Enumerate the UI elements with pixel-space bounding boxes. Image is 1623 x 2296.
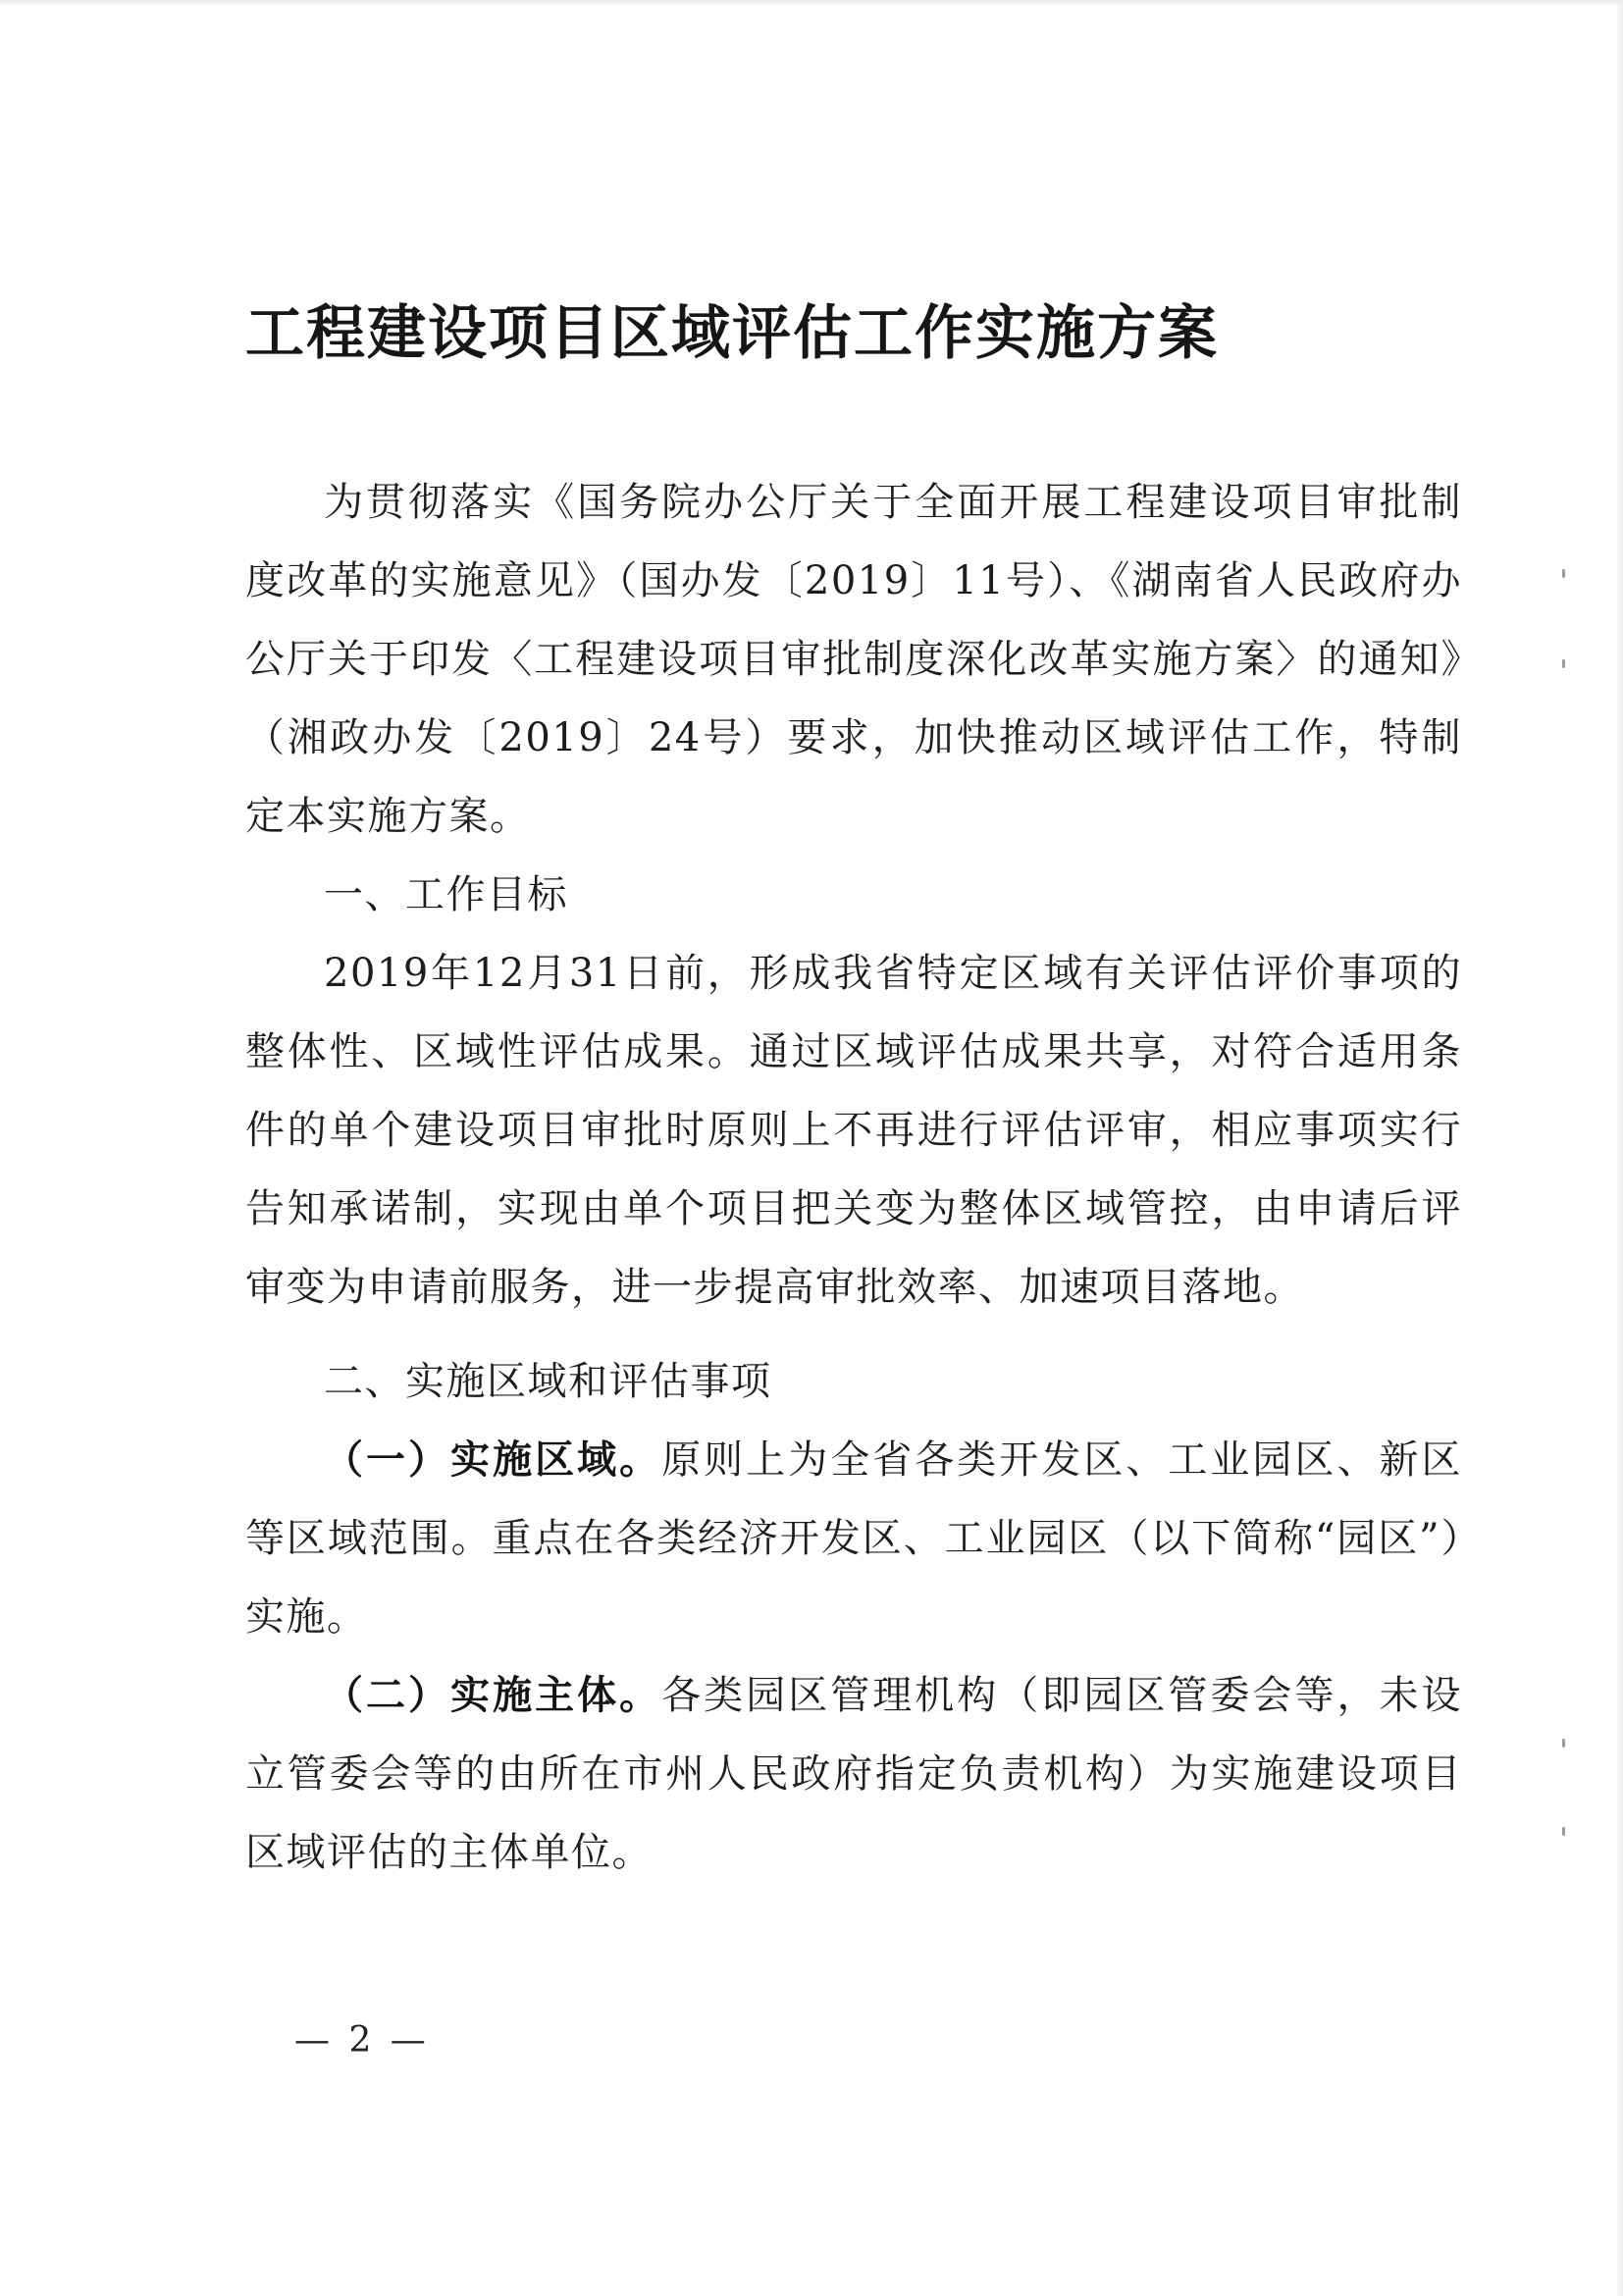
page-number: — 2 — bbox=[294, 2020, 430, 2061]
scan-edge-top bbox=[0, 0, 1623, 6]
document-title: 工程建设项目区域评估工作实施方案 bbox=[245, 299, 1219, 368]
goals-paragraph: 2019年12月31日前，形成我省特定区域有关评估评价事项的整体性、区域性评估成果。通过区域评估成果共享，对符合适用条件的单个建设项目审批时原则上不再进行评估评审，相应事项实行告知承诺制，实现由单个项目把关变为整体区域管控，由申请后评审变为申请前服务，进一步提高审批效率、加速项目落地。 bbox=[245, 951, 1462, 1310]
scope-item-subject-text: 各类园区管理机构（即园区管委会等，未设立管委会等的由所在市州人民政府指定负责机构）为实施建设项目区域评估的主体单位。 bbox=[245, 1673, 1463, 1875]
scope-item-subject-lead: （二）实施主体。 bbox=[324, 1672, 662, 1718]
scan-speck bbox=[1562, 569, 1565, 578]
scan-edge-right bbox=[1615, 0, 1623, 2296]
document-body bbox=[245, 463, 1462, 1892]
scan-speck bbox=[1562, 659, 1565, 668]
intro-paragraph: 为贯彻落实《国务院办公厅关于全面开展工程建设项目审批制度改革的实施意见》（国办发〔2019〕11号）、《湖南省人民政府办公厅关于印发〈工程建设项目审批制度深化改革实施方案〉的通知》（湘政办发〔2019〕24号）要求，加快推动区域评估工作，特制定本实施方案。 bbox=[245, 480, 1462, 839]
scope-item-area-text: 原则上为全省各类开发区、工业园区、新区等区域范围。重点在各类经济开发区、工业园区（以下简称“园区”）实施。 bbox=[245, 1437, 1463, 1640]
section-heading-goals: 一、工作目标 bbox=[324, 872, 568, 917]
scope-item-area-lead: （一）实施区域。 bbox=[324, 1436, 662, 1483]
section-heading-scope: 二、实施区域和评估事项 bbox=[324, 1359, 772, 1404]
scope-item-subject bbox=[245, 1656, 1462, 1892]
scan-speck bbox=[1562, 1739, 1565, 1748]
scope-item-area bbox=[245, 1421, 1462, 1656]
scan-speck bbox=[1562, 1827, 1565, 1836]
